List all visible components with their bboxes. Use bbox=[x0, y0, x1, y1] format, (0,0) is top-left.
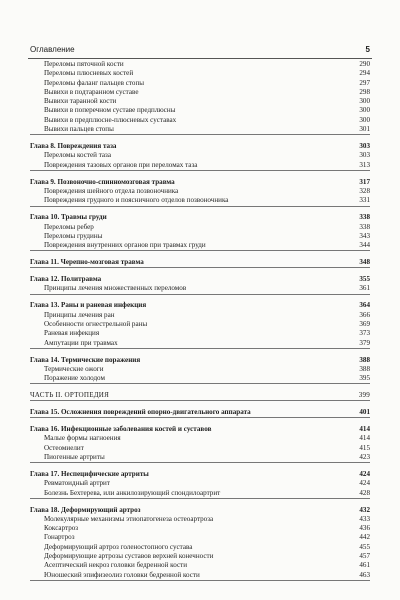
toc-entry-page: 313 bbox=[359, 160, 370, 169]
toc-entry-title: Термические ожоги bbox=[44, 364, 104, 373]
toc-entry[interactable] bbox=[30, 453, 370, 463]
toc-entry-page: 423 bbox=[359, 452, 370, 461]
toc-entry[interactable] bbox=[30, 339, 370, 349]
toc-entry[interactable] bbox=[30, 232, 370, 241]
toc-entry[interactable] bbox=[30, 434, 370, 443]
toc-entry-title: Глава 13. Раны и раневая инфекция bbox=[30, 301, 147, 310]
toc-entry-page: 344 bbox=[359, 241, 370, 250]
toc-entry[interactable] bbox=[30, 151, 370, 160]
toc-entry-title: Повреждения грудного и поясничного отделов позвоночника bbox=[44, 196, 229, 205]
toc-entry-page: 338 bbox=[359, 222, 370, 231]
toc-entry-page: 300 bbox=[359, 97, 370, 106]
toc-entry-title: Молекулярные механизмы этиопатогенеза остеоартроза bbox=[44, 514, 214, 523]
toc-entry-title: Переломы ребер bbox=[44, 222, 94, 231]
toc-chapter-heading[interactable] bbox=[30, 258, 370, 268]
toc-entry[interactable] bbox=[30, 187, 370, 196]
toc-entry[interactable] bbox=[30, 329, 370, 338]
toc-gap bbox=[30, 401, 370, 408]
toc-entry-page: 432 bbox=[359, 505, 370, 514]
toc-entry-title: Глава 16. Инфекционные заболевания костей и суставов bbox=[30, 425, 212, 434]
toc-chapter-heading[interactable] bbox=[30, 356, 370, 365]
toc-entry[interactable] bbox=[30, 116, 370, 125]
toc-gap bbox=[30, 135, 370, 142]
toc-entry-page: 379 bbox=[359, 338, 370, 347]
toc-entry-page: 317 bbox=[359, 177, 370, 186]
toc-entry-page: 433 bbox=[359, 514, 370, 523]
toc-entry-title: Вывихи пальцев стопы bbox=[44, 125, 114, 134]
toc-entry-title: Деформирующие артрозы суставов верхней конечности bbox=[44, 552, 214, 561]
toc-entry-title: Повреждения тазовых органов при переломах таза bbox=[44, 160, 198, 169]
toc-gap bbox=[30, 349, 370, 356]
toc-entry[interactable] bbox=[30, 552, 370, 561]
toc-entry[interactable] bbox=[30, 125, 370, 135]
toc-entry-title: Вывихи в подтаранном суставе bbox=[44, 87, 139, 96]
toc-gap bbox=[30, 295, 370, 302]
toc-entry[interactable] bbox=[30, 284, 370, 294]
toc-entry-page: 455 bbox=[359, 542, 370, 551]
toc-entry-title: Принципы лечения ран bbox=[44, 310, 115, 319]
toc-entry-title: Асептический некроз головки бедренной кости bbox=[44, 561, 188, 570]
toc-entry-page: 297 bbox=[359, 78, 370, 87]
toc-entry-page: 401 bbox=[359, 408, 370, 417]
toc-entry-page: 436 bbox=[359, 524, 370, 533]
toc-entry-page: 331 bbox=[359, 196, 370, 205]
toc-entry[interactable] bbox=[30, 69, 370, 78]
toc-chapter-heading[interactable] bbox=[30, 275, 370, 284]
toc-entry-title: Глава 9. Позвоночно-спинномозговая травма bbox=[30, 177, 175, 186]
toc-entry-page: 343 bbox=[359, 231, 370, 240]
toc-chapter-heading[interactable] bbox=[30, 213, 370, 222]
toc-entry-title: Гонартроз bbox=[44, 533, 75, 542]
toc-chapter-heading[interactable] bbox=[30, 425, 370, 434]
toc-entry[interactable] bbox=[30, 365, 370, 374]
toc-entry-title: Повреждения внутренних органов при травмах груди bbox=[44, 241, 206, 250]
toc-entry-title: Глава 14. Термические поражения bbox=[30, 355, 141, 364]
toc-entry[interactable] bbox=[30, 88, 370, 97]
toc-entry[interactable] bbox=[30, 196, 370, 206]
toc-entry-title: Пиогенные артриты bbox=[44, 452, 105, 461]
toc-entry-title: Особенности огнестрельной раны bbox=[44, 319, 148, 328]
toc-entry-title: Вывихи в предплюсне-плюсневых суставах bbox=[44, 115, 177, 124]
toc-entry-page: 388 bbox=[359, 364, 370, 373]
toc-entry-page: 290 bbox=[359, 60, 370, 68]
toc-entry-page: 364 bbox=[359, 301, 370, 310]
toc-entry[interactable] bbox=[30, 79, 370, 88]
toc-entry-page: 388 bbox=[359, 355, 370, 364]
toc-entry-page: 415 bbox=[359, 443, 370, 452]
toc-entry-title: Малые формы нагноения bbox=[44, 434, 121, 443]
toc-chapter-heading[interactable] bbox=[30, 142, 370, 151]
toc-entry-title: Ревматоидный артрит bbox=[44, 479, 110, 488]
toc-entry[interactable] bbox=[30, 479, 370, 488]
toc-entry[interactable] bbox=[30, 533, 370, 542]
toc-entry-page: 338 bbox=[359, 213, 370, 222]
toc-entry-title: Раневая инфекция bbox=[44, 329, 100, 338]
toc-entry[interactable] bbox=[30, 444, 370, 453]
toc-gap bbox=[30, 418, 370, 425]
toc-entry-title: Повреждения шейного отдела позвоночника bbox=[44, 186, 179, 195]
toc-entry-page: 300 bbox=[359, 106, 370, 115]
toc-entry-page: 463 bbox=[359, 570, 370, 579]
toc-gap bbox=[30, 171, 370, 178]
toc-entry-page: 461 bbox=[359, 561, 370, 570]
toc-entry[interactable] bbox=[30, 561, 370, 570]
toc-chapter-heading[interactable] bbox=[30, 178, 370, 187]
toc-entry-title: Ампутации при травмах bbox=[44, 338, 118, 347]
toc-entry[interactable] bbox=[30, 311, 370, 320]
toc-entry-page: 328 bbox=[359, 186, 370, 195]
toc-entry-page: 348 bbox=[359, 258, 370, 267]
toc-entry-page: 414 bbox=[359, 425, 370, 434]
toc-entry-page: 355 bbox=[359, 275, 370, 284]
toc-gap bbox=[30, 499, 370, 506]
toc-entry-page: 414 bbox=[359, 434, 370, 443]
toc-entry-title: Остеомиелит bbox=[44, 443, 84, 452]
toc-entry-title: Переломы грудины bbox=[44, 231, 103, 240]
toc-entry-page: 442 bbox=[359, 533, 370, 542]
toc-gap bbox=[30, 251, 370, 258]
running-header bbox=[28, 44, 372, 59]
toc-entry[interactable] bbox=[30, 515, 370, 524]
toc-entry-title: Переломы фаланг пальцев стопы bbox=[44, 78, 145, 87]
toc-entry[interactable] bbox=[30, 543, 370, 552]
toc-entry-title: Глава 15. Осложнения повреждений опорно-двигательного аппарата bbox=[30, 408, 251, 417]
toc-chapter-heading[interactable] bbox=[30, 506, 370, 515]
toc-entry-page: 301 bbox=[359, 125, 370, 134]
toc-entry-page: 373 bbox=[359, 329, 370, 338]
toc-entry-title: Глава 8. Повреждения таза bbox=[30, 142, 117, 151]
toc-entry-title: Принципы лечения множественных переломов bbox=[44, 284, 187, 293]
toc-entry-title: Глава 12. Политравма bbox=[30, 275, 102, 284]
toc-entry-page: 457 bbox=[359, 552, 370, 561]
header-title: Оглавление bbox=[30, 45, 75, 54]
toc-entry-page: 366 bbox=[359, 310, 370, 319]
toc-entry-title: Болезнь Бехтерева, или анкилозирующий спондилоартрит bbox=[44, 488, 221, 497]
toc-entry-title: Переломы костей таза bbox=[44, 151, 112, 160]
toc-entry-title: Юношеский эпифизеолиз головки бедренной кости bbox=[44, 570, 200, 579]
toc-entry[interactable] bbox=[30, 374, 370, 384]
toc-entry-page: 294 bbox=[359, 69, 370, 78]
toc-gap bbox=[30, 207, 370, 214]
toc-entry-title: Поражение холодом bbox=[44, 374, 105, 383]
toc-entry-page: 298 bbox=[359, 87, 370, 96]
toc-gap bbox=[30, 268, 370, 275]
toc-chapter-heading[interactable] bbox=[30, 301, 370, 310]
toc-chapter-heading[interactable] bbox=[30, 408, 370, 418]
toc-entry-title: Глава 11. Черепно-мозговая травма bbox=[30, 258, 144, 267]
toc-entry[interactable] bbox=[30, 320, 370, 329]
toc-entry[interactable] bbox=[30, 489, 370, 499]
toc-entry-title: Глава 17. Неспецифические артриты bbox=[30, 469, 149, 478]
toc-entry[interactable] bbox=[30, 60, 370, 69]
toc-gap bbox=[30, 384, 370, 391]
toc-entry-title: Переломы пяточной кости bbox=[44, 60, 124, 68]
toc-entry-title: Вывихи в поперечном суставе предплюсны bbox=[44, 106, 176, 115]
toc-entry[interactable] bbox=[30, 571, 370, 581]
toc-entry-page: 369 bbox=[359, 319, 370, 328]
toc-entry-title: Глава 10. Травмы груди bbox=[30, 213, 107, 222]
toc-entry[interactable] bbox=[30, 161, 370, 171]
toc-entry-page: 395 bbox=[359, 374, 370, 383]
toc-entry-title: Глава 18. Деформирующий артроз bbox=[30, 505, 141, 514]
toc-entry[interactable] bbox=[30, 524, 370, 533]
toc-entry-title: Коксартроз bbox=[44, 524, 79, 533]
toc-entry-page: 300 bbox=[359, 115, 370, 124]
toc-part-heading[interactable] bbox=[30, 391, 370, 401]
toc-entry-page: 424 bbox=[359, 479, 370, 488]
toc-entry-title: Деформирующий артроз голеностопного сустава bbox=[44, 542, 193, 551]
toc-entry-page: 399 bbox=[358, 391, 370, 400]
toc-entry-title: Переломы плюсневых костей bbox=[44, 69, 134, 78]
header-page-number: 5 bbox=[365, 45, 370, 54]
toc-gap bbox=[30, 463, 370, 470]
toc-entry-page: 424 bbox=[359, 469, 370, 478]
toc-entry-page: 303 bbox=[359, 151, 370, 160]
toc-entry-title: Вывихи таранной кости bbox=[44, 97, 117, 106]
toc-entry-title: ЧАСТЬ II. ОРТОПЕДИЯ bbox=[30, 391, 110, 400]
toc-entry-page: 428 bbox=[359, 488, 370, 497]
toc-entry-page: 303 bbox=[359, 142, 370, 151]
toc-entry[interactable] bbox=[30, 241, 370, 251]
table-of-contents bbox=[30, 60, 370, 581]
toc-entry-page: 361 bbox=[359, 284, 370, 293]
toc-entry[interactable] bbox=[30, 106, 370, 115]
toc-entry[interactable] bbox=[30, 97, 370, 106]
toc-entry[interactable] bbox=[30, 223, 370, 232]
toc-chapter-heading[interactable] bbox=[30, 470, 370, 479]
